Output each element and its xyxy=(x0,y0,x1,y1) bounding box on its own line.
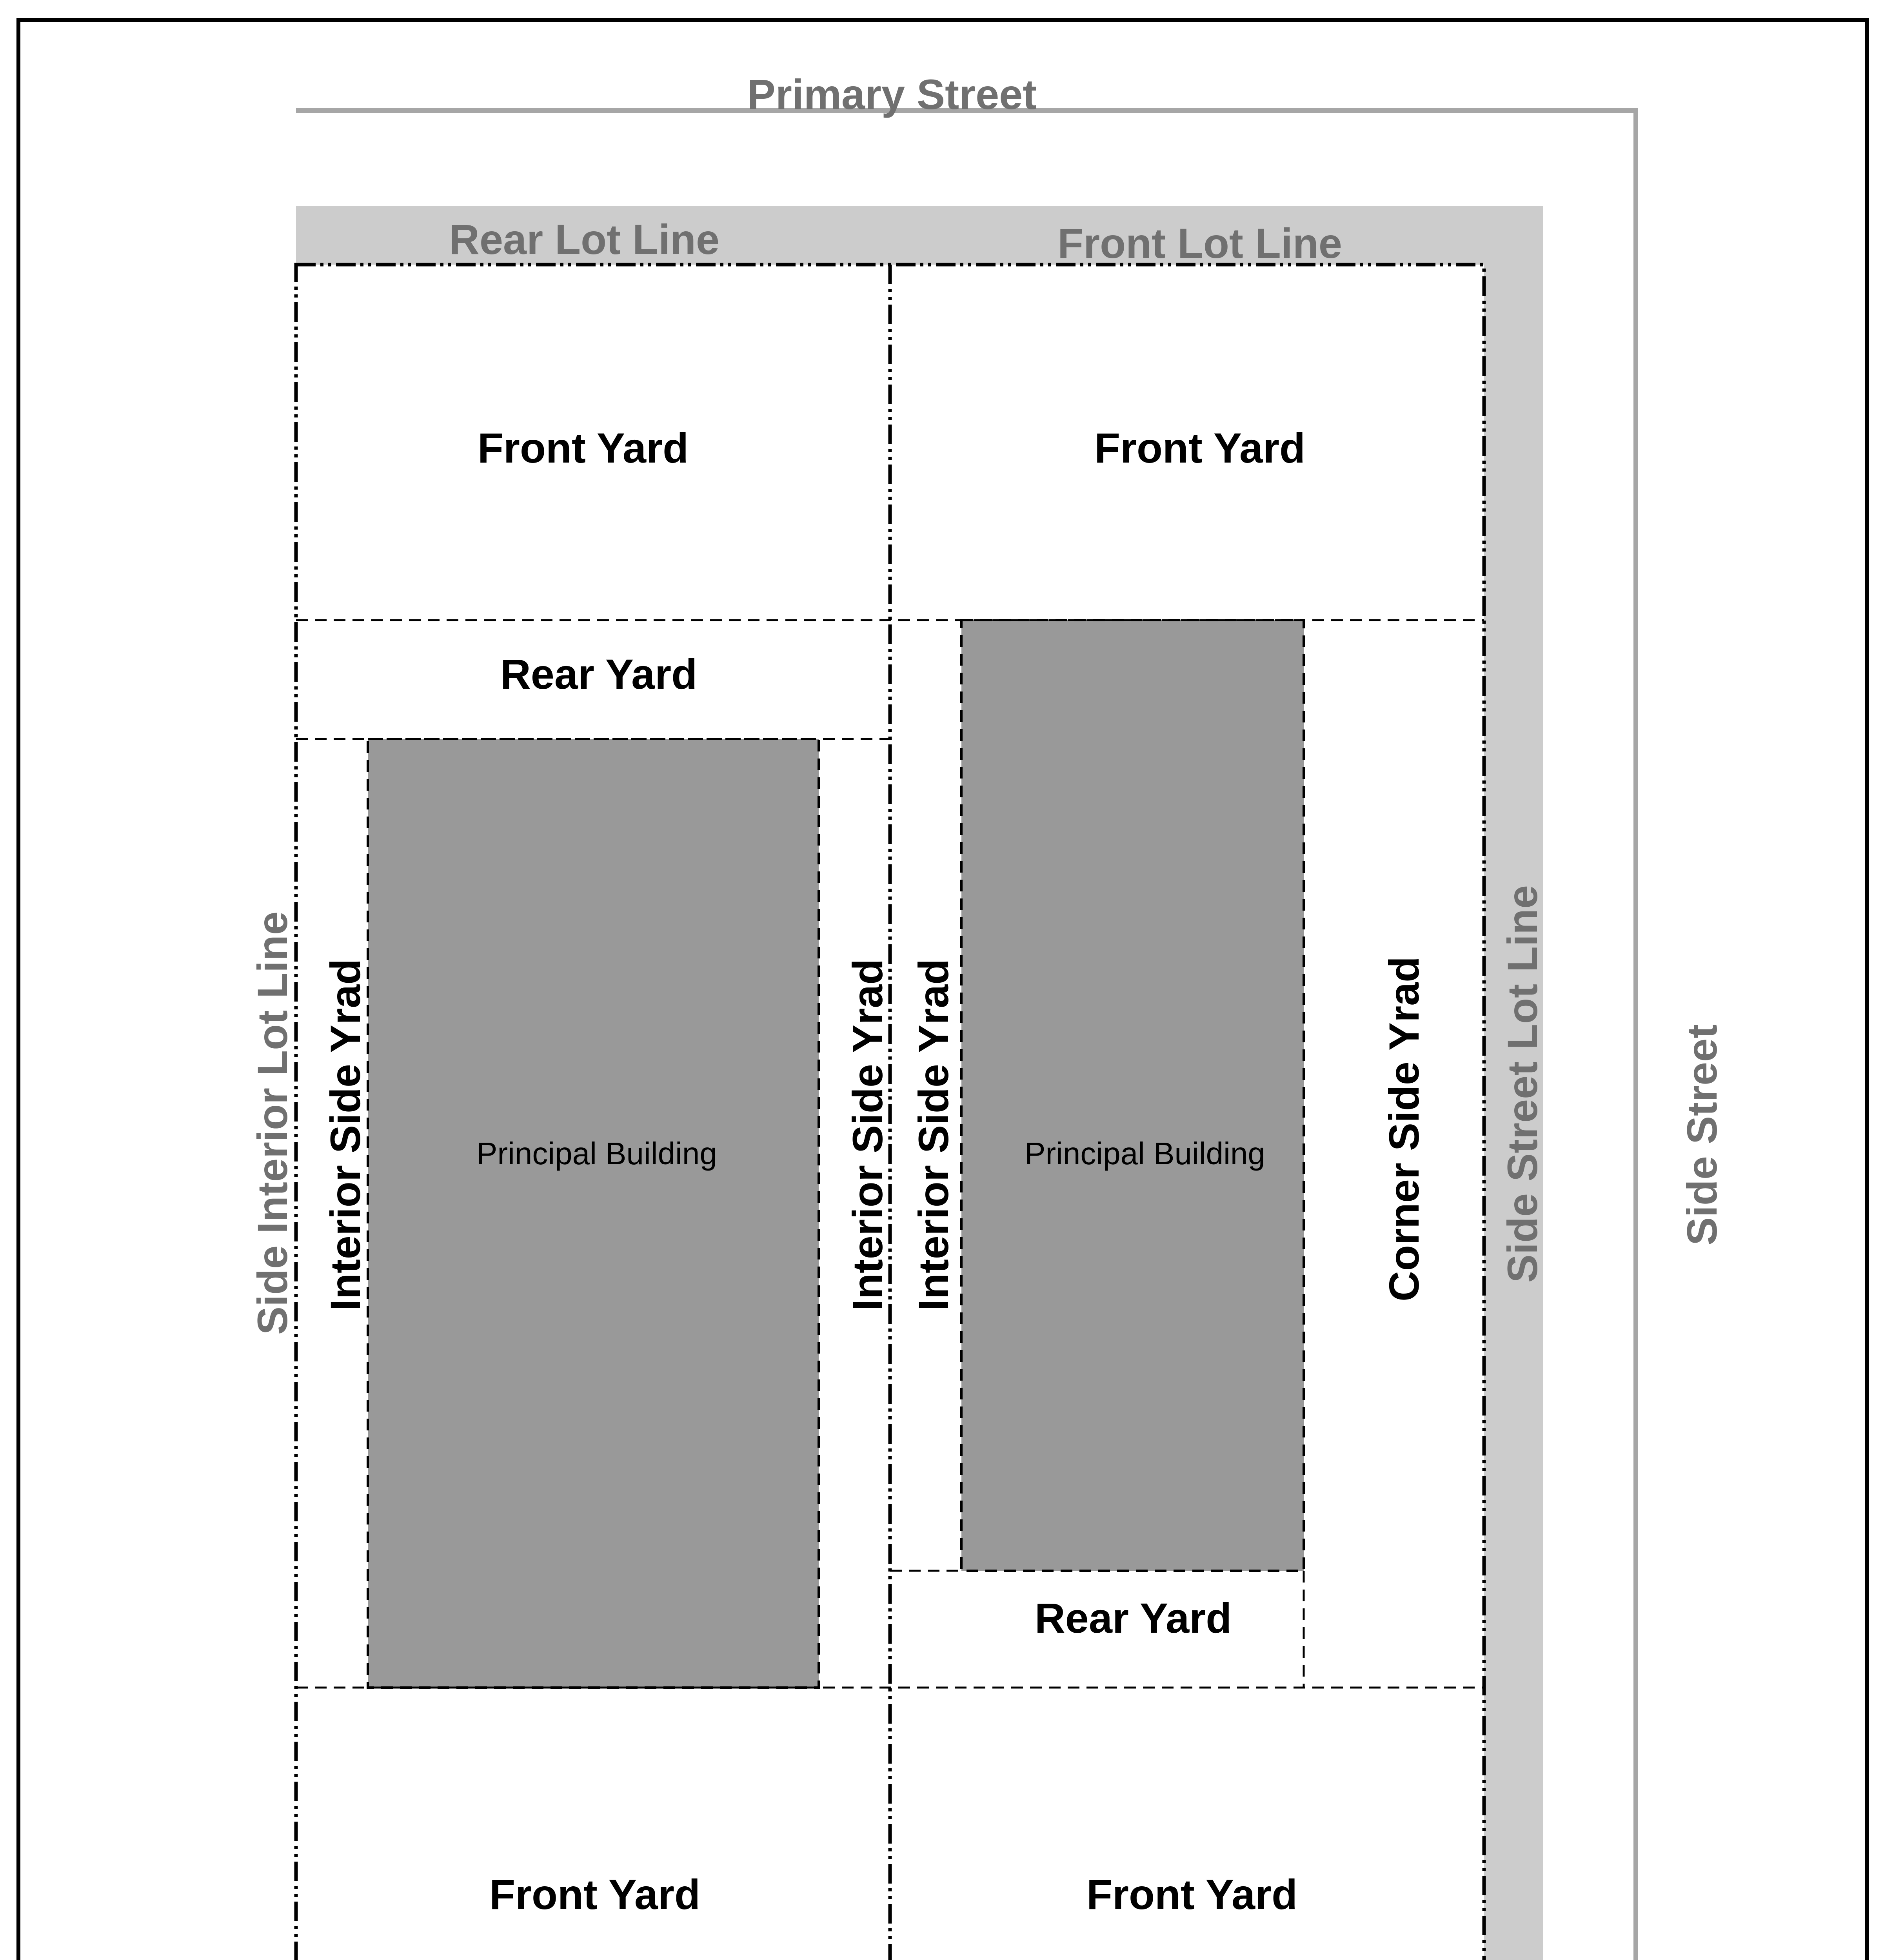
right-rear-yard-label: Rear Yard xyxy=(1034,1594,1232,1642)
rear-lot-line-top-label: Rear Lot Line xyxy=(449,216,720,263)
left-front-yard-bottom-label: Front Yard xyxy=(489,1871,701,1918)
primary-street-top-label: Primary Street xyxy=(747,71,1037,118)
right-front-yard-bottom-label: Front Yard xyxy=(1086,1871,1298,1918)
right-principal-building-label: Principal Building xyxy=(1025,1136,1265,1171)
left-interior-side-yard-right-label: Interior Side Yrad xyxy=(844,958,891,1311)
building-left xyxy=(368,739,819,1688)
right-front-yard-top-label: Front Yard xyxy=(1094,424,1306,472)
front-lot-line-top-label: Front Lot Line xyxy=(1057,220,1342,267)
left-rear-yard-label: Rear Yard xyxy=(500,650,698,698)
building-right xyxy=(961,620,1304,1571)
side-street-lot-line-label: Side Street Lot Line xyxy=(1499,885,1546,1283)
side-street-label: Side Street xyxy=(1678,1024,1726,1246)
left-front-yard-top-label: Front Yard xyxy=(477,424,689,472)
right-interior-side-yard-label: Interior Side Yrad xyxy=(910,958,957,1311)
left-interior-side-yard-label: Interior Side Yrad xyxy=(322,958,369,1311)
side-interior-lot-line-label: Side Interior Lot Line xyxy=(249,911,296,1335)
left-principal-building-label: Principal Building xyxy=(476,1136,717,1171)
right-corner-side-yard-label: Corner Side Yrad xyxy=(1380,956,1428,1302)
